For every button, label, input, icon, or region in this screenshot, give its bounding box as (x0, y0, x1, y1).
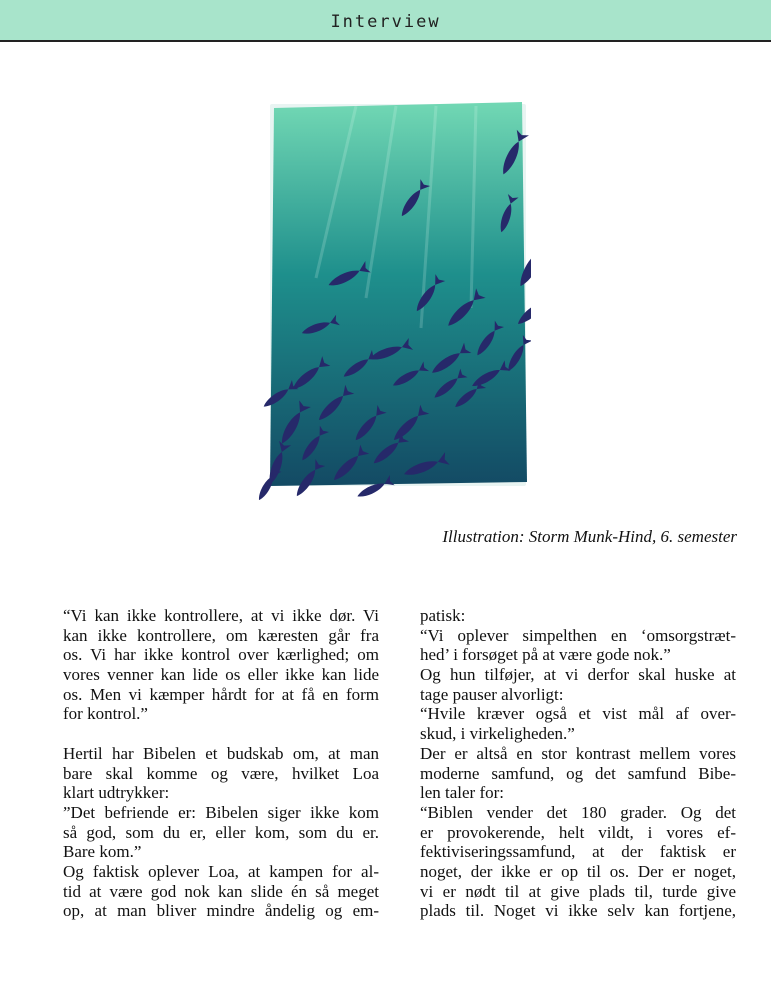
text-line: Og hun tilføjer, at vi derfor skal huske at (420, 665, 736, 685)
paragraph-gap (63, 724, 379, 744)
text-line: moderne samfund, og det samfund Bibe- (420, 763, 736, 783)
text-line: så god, som du er, eller kom, som du er. (63, 822, 379, 842)
article-column-left (63, 606, 379, 921)
text-line: vores venner kan lide os eller ikke kan lide (63, 665, 379, 685)
text-line: “Vi oplever simpelthen en ‘omsorgstræt- (420, 625, 736, 645)
text-line: Der er altså en stor kontrast mellem vores (420, 743, 736, 763)
text-line: Bare kom.” (63, 842, 142, 862)
text-line: er provokerende, helt vildt, i vores ef- (420, 822, 736, 842)
text-line: klart udtrykker: (63, 783, 170, 803)
fish-illustration (246, 98, 531, 500)
text-line: Hertil har Bibelen et budskab om, at man (63, 743, 379, 763)
text-line: patisk: (420, 606, 466, 625)
text-line: “Biblen vender det 180 grader. Og det (420, 802, 736, 822)
text-line: fektiviseringssamfund, at der faktisk er (420, 842, 736, 862)
text-line: hed’ i forsøget på at være gode nok.” (420, 645, 671, 665)
text-line: skud, i virkeligheden.” (420, 724, 575, 744)
text-line: tage pauser alvorligt: (420, 684, 564, 704)
text-line: for kontrol.” (63, 704, 148, 724)
section-title: Interview (330, 12, 441, 32)
text-line: ”Det befriende er: Bibelen siger ikke kom (63, 802, 379, 822)
article-column-right (420, 606, 736, 921)
fish-school-artwork (246, 98, 531, 500)
section-header (0, 0, 771, 42)
text-line: “Hvile kræver også et vist mål af over- (420, 704, 736, 724)
text-line: “Vi kan ikke kontrollere, at vi ikke dør. Vi (63, 606, 379, 625)
text-line: tid at være god nok kan slide én så meget (63, 881, 379, 901)
text-line: bare skal komme og være, hvilket Loa (63, 763, 379, 783)
text-line: Og faktisk oplever Loa, at kampen for al- (63, 861, 379, 881)
illustration-caption: Illustration: Storm Munk-Hind, 6. semester (442, 527, 737, 546)
text-line: vi er nødt til at give plads til, turde give (420, 881, 736, 901)
text-line: len taler for: (420, 783, 505, 803)
text-line: plads til. Noget vi ikke selv kan fortjene, (420, 901, 736, 921)
sea-background (270, 102, 527, 486)
text-line: op, at man bliver mindre åndelig og em- (63, 901, 379, 921)
text-line: kan ikke kontrollere, om kæresten går fra (63, 625, 379, 645)
text-line: noget, der ikke er op til os. Der er noget, (420, 861, 736, 881)
text-line: os. Men vi kæmper hårdt for at få en form (63, 684, 379, 704)
text-line: os. Vi har ikke kontrol over kærlighed; om (63, 645, 379, 665)
